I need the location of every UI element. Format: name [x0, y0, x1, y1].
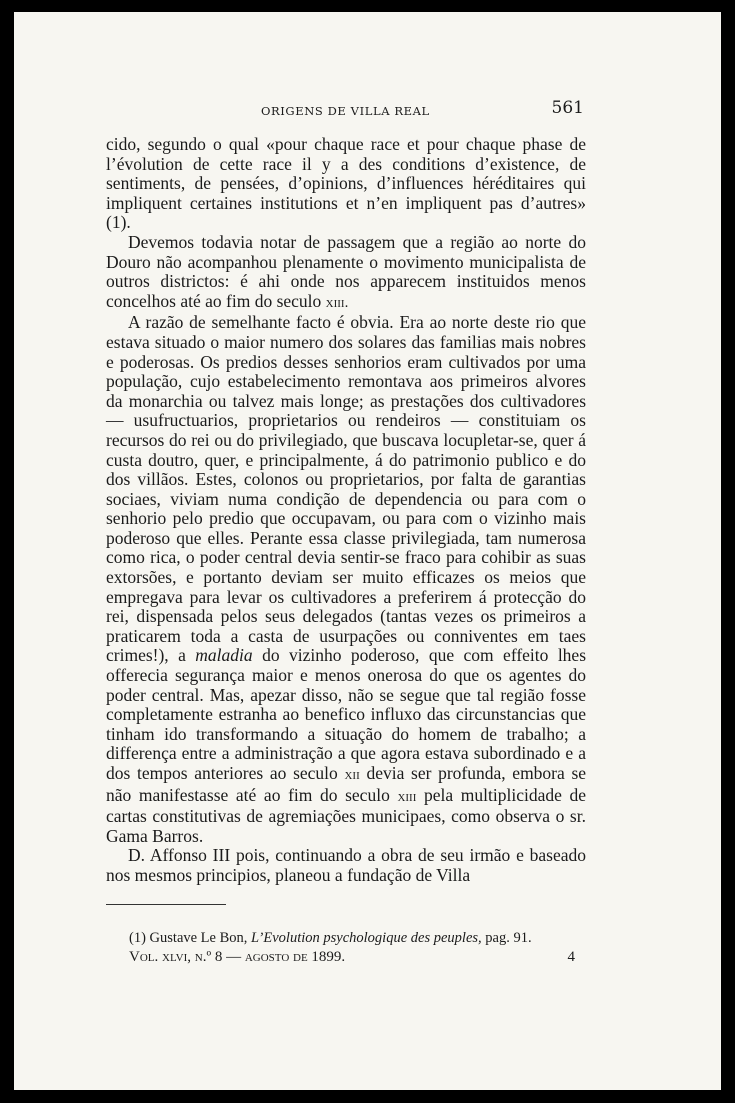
paragraph-3 — [106, 313, 586, 846]
century-numeral: xiii. — [325, 294, 349, 311]
paragraph-1 — [106, 135, 586, 233]
century-numeral: xii — [344, 767, 360, 783]
footnote-page: pag. 91. — [485, 930, 532, 946]
paragraph-2 — [106, 233, 586, 313]
book-page — [14, 12, 721, 1090]
paragraph-3-text-c: devia ser profunda, embora se não manifestasse até ao fim do seculo — [106, 763, 587, 805]
italic-term: maladia — [195, 645, 253, 666]
paragraph-1-text: cido, segundo o qual «pour chaque race et pour chaque phase de l’évolution de cette race il y a des conditions d’existence, de sentiments, de pensées, d’opinions, d’influences héréditaires qui impliquent certaines institutions et n’en impliquent pas d’autres» (1). — [106, 134, 586, 233]
volume-line: Vol. xlvi, n.º 8 — agosto de 1899. — [129, 949, 346, 965]
century-numeral: xiii — [397, 788, 417, 805]
page-header — [106, 98, 586, 122]
running-title: ORIGENS DE VILLA REAL — [261, 104, 430, 118]
footnote-marker: (1) — [129, 930, 146, 946]
printer-signature — [129, 949, 589, 966]
paragraph-3-text-a: A razão de semelhante facto é obvia. Era ao norte deste rio que estava situado o maior numero dos solares das familias mais nobres e poderosas. Os predios desses senhorios eram cultivados por uma população, cujo estabelecimento remontava aos primeiros alvores da monarchia ou talvez mais longe; as prestações dos cultivadores — usufructuarios, proprietarios ou rendeiros — constituiam os recursos do rei ou do privilegiado, que buscava locupletar-se, quer á custa doutro, quer, e principalmente, á do patrimonio publico e do dos villãos. Estes, colonos ou proprietarios, por falta de garantias sociaes, viviam numa condição de dependencia ou para com o senhorio pelo predio que occupavam, ou para com o vizinho mais poderoso que elles. Perante essa classe privilegiada, tam numerosa como rica, o poder central devia sentir-se fraco para cohibir as suas extorsões, e portanto deviam ser muito efficazes os meios que empregava para levar os cultivadores a preferirem á protecção do rei, dispensada pelos seus delegados (tantas vezes os primeiros a praticarem toda a casta de usurpações ou conniventes em taes crimes!), a — [106, 312, 586, 666]
paragraph-3-text-d: pela multiplicidade de cartas constitutivas de agremiações municipaes, como observa o sr. Gama Barros. — [106, 784, 587, 846]
sheet-number: 4 — [567, 949, 575, 965]
footnote-rule — [106, 904, 226, 905]
footnote-author: Gustave Le Bon, — [149, 930, 248, 946]
paragraph-4-text: D. Affonso III pois, continuando a obra de seu irmão e baseado nos mesmos principios, planeou a fundação de Villa — [106, 845, 586, 885]
footnote — [129, 929, 589, 947]
footnote-title: L’Evolution psychologique des peuples, — [251, 930, 482, 946]
body-text — [106, 135, 586, 886]
paragraph-2-text: Devemos todavia notar de passagem que a região ao norte do Douro não acompanhou plenamente o movimento municipalista de outros districtos: é ahi onde nos apparecem instituidos menos concelhos até ao fim do seculo — [106, 231, 586, 311]
page-number: 561 — [551, 98, 584, 118]
paragraph-3-text-b: do vizinho poderoso, que com effeito lhes offerecia segurança maior e menos onerosa do que os agentes do poder central. Mas, apezar disso, não se segue que tal região fosse completamente estranha ao benefico influxo das circunstancias que tinham ido transformando a situação do homem de trabalho; a differença entre a administração a que agora estava subordinado e a dos tempos anteriores ao seculo — [106, 645, 587, 783]
paragraph-4 — [106, 846, 586, 885]
